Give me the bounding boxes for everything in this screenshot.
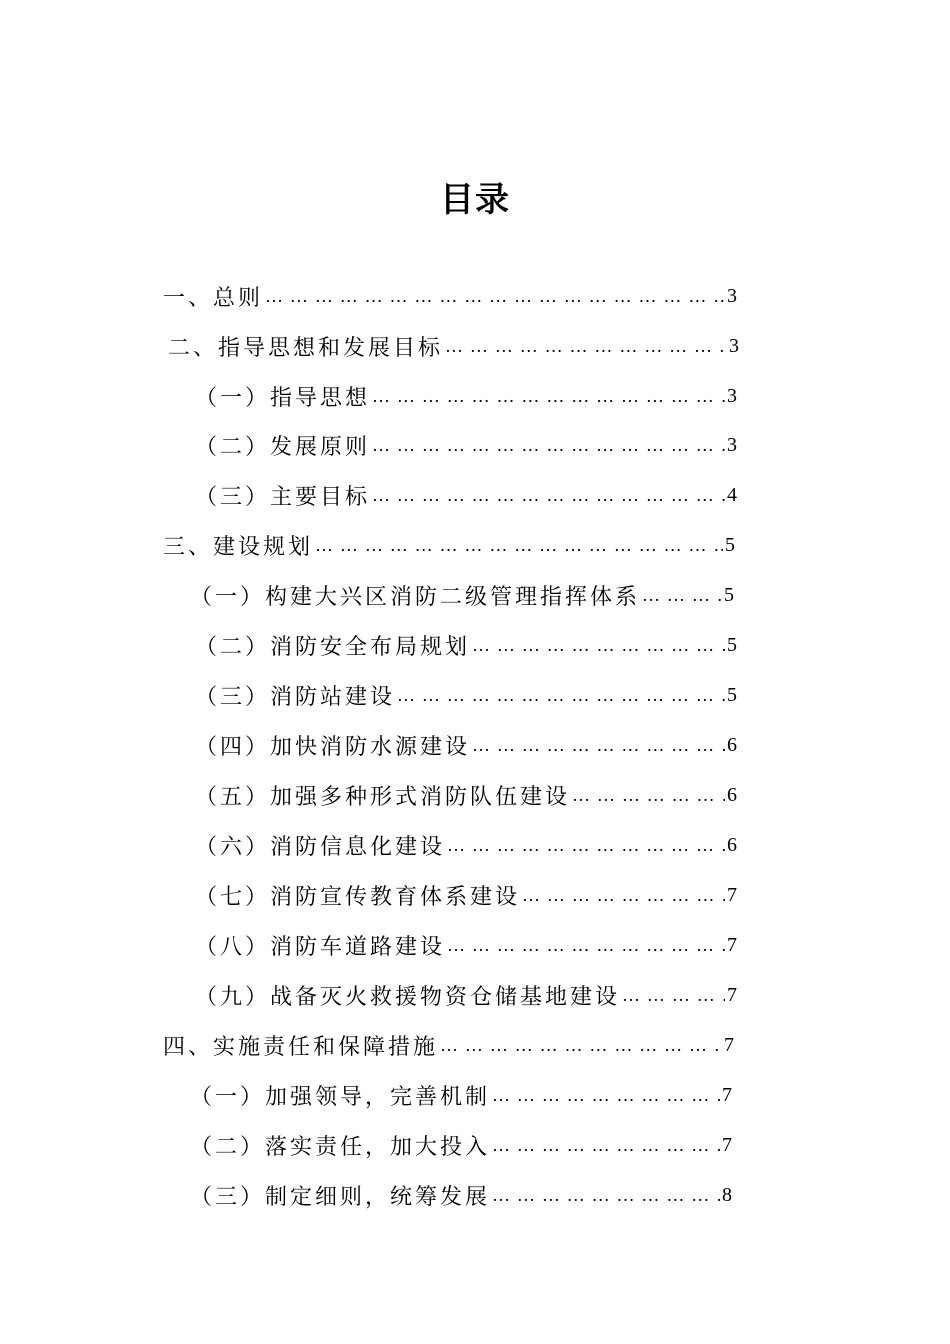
toc-entry-text: （六）消防信息化建设 bbox=[195, 834, 446, 860]
toc-leader-dots bbox=[472, 635, 725, 656]
toc-entry[interactable] bbox=[168, 326, 739, 366]
toc-entry-page: 6 bbox=[727, 783, 737, 806]
toc-entry-page: 4 bbox=[727, 483, 737, 506]
toc-leader-dots bbox=[492, 1135, 720, 1156]
toc-entry-page: 7 bbox=[722, 1133, 732, 1156]
toc-entry-text: （一）指导思想 bbox=[195, 385, 371, 411]
toc-leader-dots bbox=[447, 835, 725, 856]
toc-entry[interactable] bbox=[190, 1175, 732, 1215]
toc-entry-page: 7 bbox=[727, 933, 737, 956]
toc-entry-text: （二）落实责任，加大投入 bbox=[190, 1134, 491, 1160]
toc-leader-dots bbox=[397, 685, 725, 706]
toc-entry-page: 7 bbox=[727, 983, 737, 1006]
toc-leader-dots bbox=[265, 286, 725, 307]
toc-entry[interactable] bbox=[195, 425, 737, 465]
toc-entry-text: （一）构建大兴区消防二级管理指挥体系 bbox=[190, 584, 641, 610]
toc-entry[interactable] bbox=[195, 376, 737, 416]
toc-entry[interactable] bbox=[195, 625, 737, 665]
toc-leader-dots bbox=[372, 386, 725, 407]
toc-entry-text: （二）消防安全布局规划 bbox=[195, 634, 471, 660]
toc-entry-text: 二、指导思想和发展目标 bbox=[168, 335, 444, 361]
toc-entry-page: 3 bbox=[727, 384, 737, 407]
toc-leader-dots bbox=[447, 935, 725, 956]
toc-entry[interactable] bbox=[195, 975, 737, 1015]
toc-entry[interactable] bbox=[163, 276, 737, 316]
toc-leader-dots bbox=[315, 535, 723, 556]
toc-entry-text: （三）制定细则，统筹发展 bbox=[190, 1184, 491, 1210]
toc-entry[interactable] bbox=[163, 525, 735, 565]
page-title: 目录 bbox=[440, 180, 510, 220]
toc-entry[interactable] bbox=[195, 475, 737, 515]
toc-entry-text: （八）消防车道路建设 bbox=[195, 934, 446, 960]
toc-entry-page: 6 bbox=[727, 833, 737, 856]
toc-entry[interactable] bbox=[195, 875, 737, 915]
toc-leader-dots bbox=[472, 735, 725, 756]
toc-entry[interactable] bbox=[195, 725, 737, 765]
toc-entry-text: （二）发展原则 bbox=[195, 434, 371, 460]
toc-entry-page: 7 bbox=[722, 1083, 732, 1106]
toc-entry-text: （三）主要目标 bbox=[195, 484, 371, 510]
toc-entry-text: （五）加强多种形式消防队伍建设 bbox=[195, 784, 571, 810]
toc-leader-dots bbox=[372, 435, 725, 456]
toc-entry-page: 7 bbox=[724, 1033, 734, 1056]
toc-entry[interactable] bbox=[163, 1025, 734, 1065]
toc-entry[interactable] bbox=[195, 925, 737, 965]
toc-entry-text: （七）消防宣传教育体系建设 bbox=[195, 884, 521, 910]
toc-entry-page: 3 bbox=[727, 433, 737, 456]
toc-entry-page: 3 bbox=[727, 284, 737, 307]
toc-leader-dots bbox=[642, 585, 722, 606]
toc-entry[interactable] bbox=[190, 575, 734, 615]
toc-entry[interactable] bbox=[190, 1075, 732, 1115]
toc-entry-text: 四、实施责任和保障措施 bbox=[163, 1034, 439, 1060]
toc-entry-text: （三）消防站建设 bbox=[195, 684, 396, 710]
toc-leader-dots bbox=[622, 985, 725, 1006]
toc-leader-dots bbox=[440, 1035, 722, 1056]
toc-leader-dots bbox=[572, 785, 725, 806]
toc-entry-page: 5 bbox=[727, 633, 737, 656]
toc-leader-dots bbox=[492, 1085, 720, 1106]
toc-entry[interactable] bbox=[190, 1125, 732, 1165]
toc-leader-dots bbox=[445, 336, 727, 357]
toc-entry-page: 3 bbox=[729, 334, 739, 357]
toc-leader-dots bbox=[492, 1185, 720, 1206]
toc-leader-dots bbox=[522, 885, 725, 906]
toc-entry[interactable] bbox=[195, 775, 737, 815]
toc-leader-dots bbox=[372, 485, 725, 506]
toc-entry-text: 三、建设规划 bbox=[163, 534, 314, 560]
toc-entry-page: 8 bbox=[722, 1183, 732, 1206]
toc-entry-text: 一、总则 bbox=[163, 285, 264, 311]
toc-entry[interactable] bbox=[195, 825, 737, 865]
toc-entry-page: 5 bbox=[724, 583, 734, 606]
toc-entry-page: 7 bbox=[727, 883, 737, 906]
toc-entry-page: 6 bbox=[727, 733, 737, 756]
toc-entry-page: 5 bbox=[727, 683, 737, 706]
toc-entry-text: （一）加强领导，完善机制 bbox=[190, 1084, 491, 1110]
toc-entry[interactable] bbox=[195, 675, 737, 715]
toc-entry-text: （四）加快消防水源建设 bbox=[195, 734, 471, 760]
toc-entry-text: （九）战备灭火救援物资仓储基地建设 bbox=[195, 984, 621, 1010]
toc-entry-page: 5 bbox=[725, 533, 735, 556]
